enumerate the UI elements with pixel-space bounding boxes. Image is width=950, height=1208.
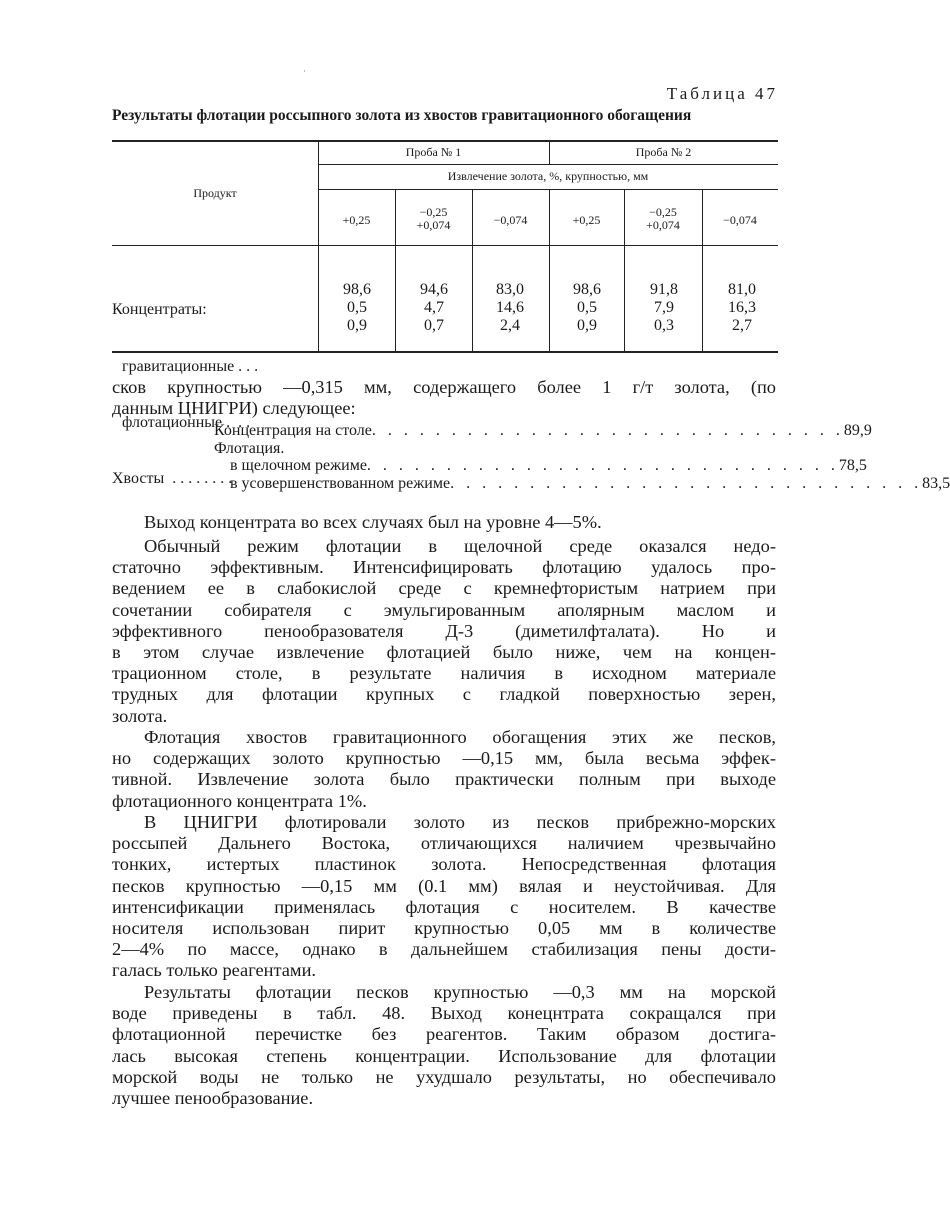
cell: 0,5	[577, 299, 597, 316]
text-line: трационном столе, в результате наличия в исходном материале	[112, 663, 776, 684]
cell: 98,6	[343, 281, 371, 298]
size-class-2: −0,25 +0,074	[416, 205, 451, 232]
cell: 83,0	[496, 281, 524, 298]
text-line: интенсификации применялась флотация с носителем. В качестве	[112, 896, 776, 917]
cell: 16,3	[728, 299, 756, 316]
paragraph-5	[112, 982, 776, 1109]
text-line: Флотация хвостов гравитационного обогащения этих же песков,	[144, 727, 776, 747]
text-line: статочно эффективным. Интенсифицировать флотацию удалось про-	[112, 557, 776, 578]
text-line: эффективного пенообразователя Д-3 (диметилфталата). Но и	[112, 620, 776, 641]
text-line: россыпей Дальнего Востока, отличающихся наличием чрезвычайно	[112, 833, 776, 854]
text-line: Обычный режим флотации в щелочной среде оказался недо-	[144, 536, 776, 556]
scan-speck	[304, 70, 305, 72]
data-col-2	[404, 281, 464, 335]
header-bottom-rule	[112, 245, 778, 246]
cell: 7,9	[654, 299, 674, 316]
text-line: песков крупностью —0,15 мм (0.1 мм) вялая и неустойчивая. Для	[112, 875, 776, 896]
results-list	[214, 422, 950, 492]
size-class-1: +0,25	[342, 213, 371, 227]
text-line: ведением ее в слабокислой среде с кремнефтористым натрием при	[112, 578, 776, 599]
data-col-1	[327, 281, 387, 335]
text-line: галась только реагентами.	[112, 960, 317, 981]
text-line: Выход концентрата во всех случаях был на уровне 4—5%.	[144, 512, 602, 532]
size-class-6: −0,074	[723, 213, 757, 227]
table-number: Таблица 47	[666, 84, 778, 103]
cell: 4,7	[424, 299, 444, 316]
cell: 0,3	[654, 317, 674, 334]
text-line: трудных для флотации крупных с гладкой поверхностью зерен,	[112, 684, 776, 705]
text-line: 2—4% по массе, однако в дальнейшем стабилизация пены дости-	[112, 939, 776, 960]
cell: 81,0	[728, 281, 756, 298]
list-item: в усовершенствованном режиме . . . . . . . . . . . . . . . . . . . . . . . . . . . . . . 83,5	[230, 474, 950, 492]
text-line: Результаты флотации песков крупностью —0,3 мм на морской	[144, 982, 776, 1002]
text-line: золота.	[112, 705, 168, 726]
text-line: В ЦНИГРИ флотировали золото из песков прибрежно-морских	[144, 812, 776, 832]
text-line: морской воды не только не ухудшало результаты, но обеспечивало	[112, 1066, 776, 1087]
paragraph-2	[112, 536, 776, 727]
text-line: лась высокая степень концентрации. Использование для флотации	[112, 1045, 776, 1066]
data-col-3	[480, 281, 540, 335]
text-line: но содержащих золото крупностью —0,15 мм, была весьма эффек-	[112, 748, 776, 769]
text-line: сочетании собирателя с эмульгированным аполярным маслом и	[112, 599, 776, 620]
recovery-header-rule	[318, 189, 778, 190]
paragraph-4	[112, 812, 776, 982]
text-line: воде приведены в табл. 48. Выход конецнтрата сокращался при	[112, 1003, 776, 1024]
product-header: Продукт	[193, 186, 237, 200]
text-line: флотационного концентрата 1%.	[112, 790, 367, 811]
sample-header-rule	[318, 164, 778, 165]
intro-paragraph	[112, 377, 776, 419]
list-item: в щелочном режиме . . . . . . . . . . . . . . . . . . . . . . . . . . . . . . 78,5	[230, 457, 867, 474]
text-line: носителя использован пирит крупностью 0,05 мм в количестве	[112, 918, 776, 939]
cell: 0,9	[347, 317, 367, 334]
cell: 91,8	[650, 281, 678, 298]
table-top-rule	[112, 140, 778, 142]
row-label-concentrates: Концентраты:	[112, 301, 207, 318]
text-line: сков крупностью —0,315 мм, содержащего более 1 г/т золота, (по	[112, 377, 776, 397]
size-class-5: −0,25 +0,074	[646, 205, 680, 232]
list-item: Флотация.	[214, 439, 285, 457]
cell: 98,6	[573, 281, 601, 298]
text-line: тонких, истертых пластинок золота. Непосредственная флотация	[112, 854, 776, 875]
row-label-flotation: флотационные . . .	[122, 414, 251, 431]
cell: 2,7	[732, 317, 752, 334]
text-line: в этом случае извлечение флотацией было ниже, чем на концен-	[112, 642, 776, 663]
sample2-header: Проба № 2	[635, 145, 692, 159]
list-item: Концентрация на столе . . . . . . . . . . . . . . . . . . . . . . . . . . . . . . 89,9	[214, 422, 872, 439]
cell: 94,6	[420, 281, 448, 298]
cell: 2,4	[500, 317, 520, 334]
size-class-3: −0,074	[493, 213, 528, 227]
sample1-header: Проба № 1	[405, 145, 462, 159]
cell: 0,7	[424, 317, 444, 334]
text-line: лучшее пенообразование.	[112, 1088, 314, 1109]
cell: 0,5	[347, 299, 367, 316]
table-title: Результаты флотации россыпного золота из хвостов гравитационного обогащения	[112, 107, 692, 124]
data-col-4	[557, 281, 617, 335]
text-line: данным ЦНИГРИ) следующее:	[112, 398, 356, 419]
text-line: флотационной перечистке без реагентов. Таким образом достига-	[112, 1024, 776, 1045]
cell: 0,9	[577, 317, 597, 334]
paragraph-3	[112, 727, 776, 812]
text-line: тивной. Извлечение золота было практически полным при выходе	[112, 769, 776, 790]
size-class-4: +0,25	[572, 213, 601, 227]
data-col-6	[712, 281, 772, 335]
recovery-header: Извлечение золота, %, крупностью, мм	[447, 169, 649, 183]
row-label-gravity: гравитационные . . .	[122, 358, 259, 375]
paragraph-1	[112, 512, 776, 533]
data-col-5	[634, 281, 694, 335]
row-label-tails: Хвосты . . . . . . . .	[112, 470, 233, 487]
cell: 14,6	[496, 299, 524, 316]
